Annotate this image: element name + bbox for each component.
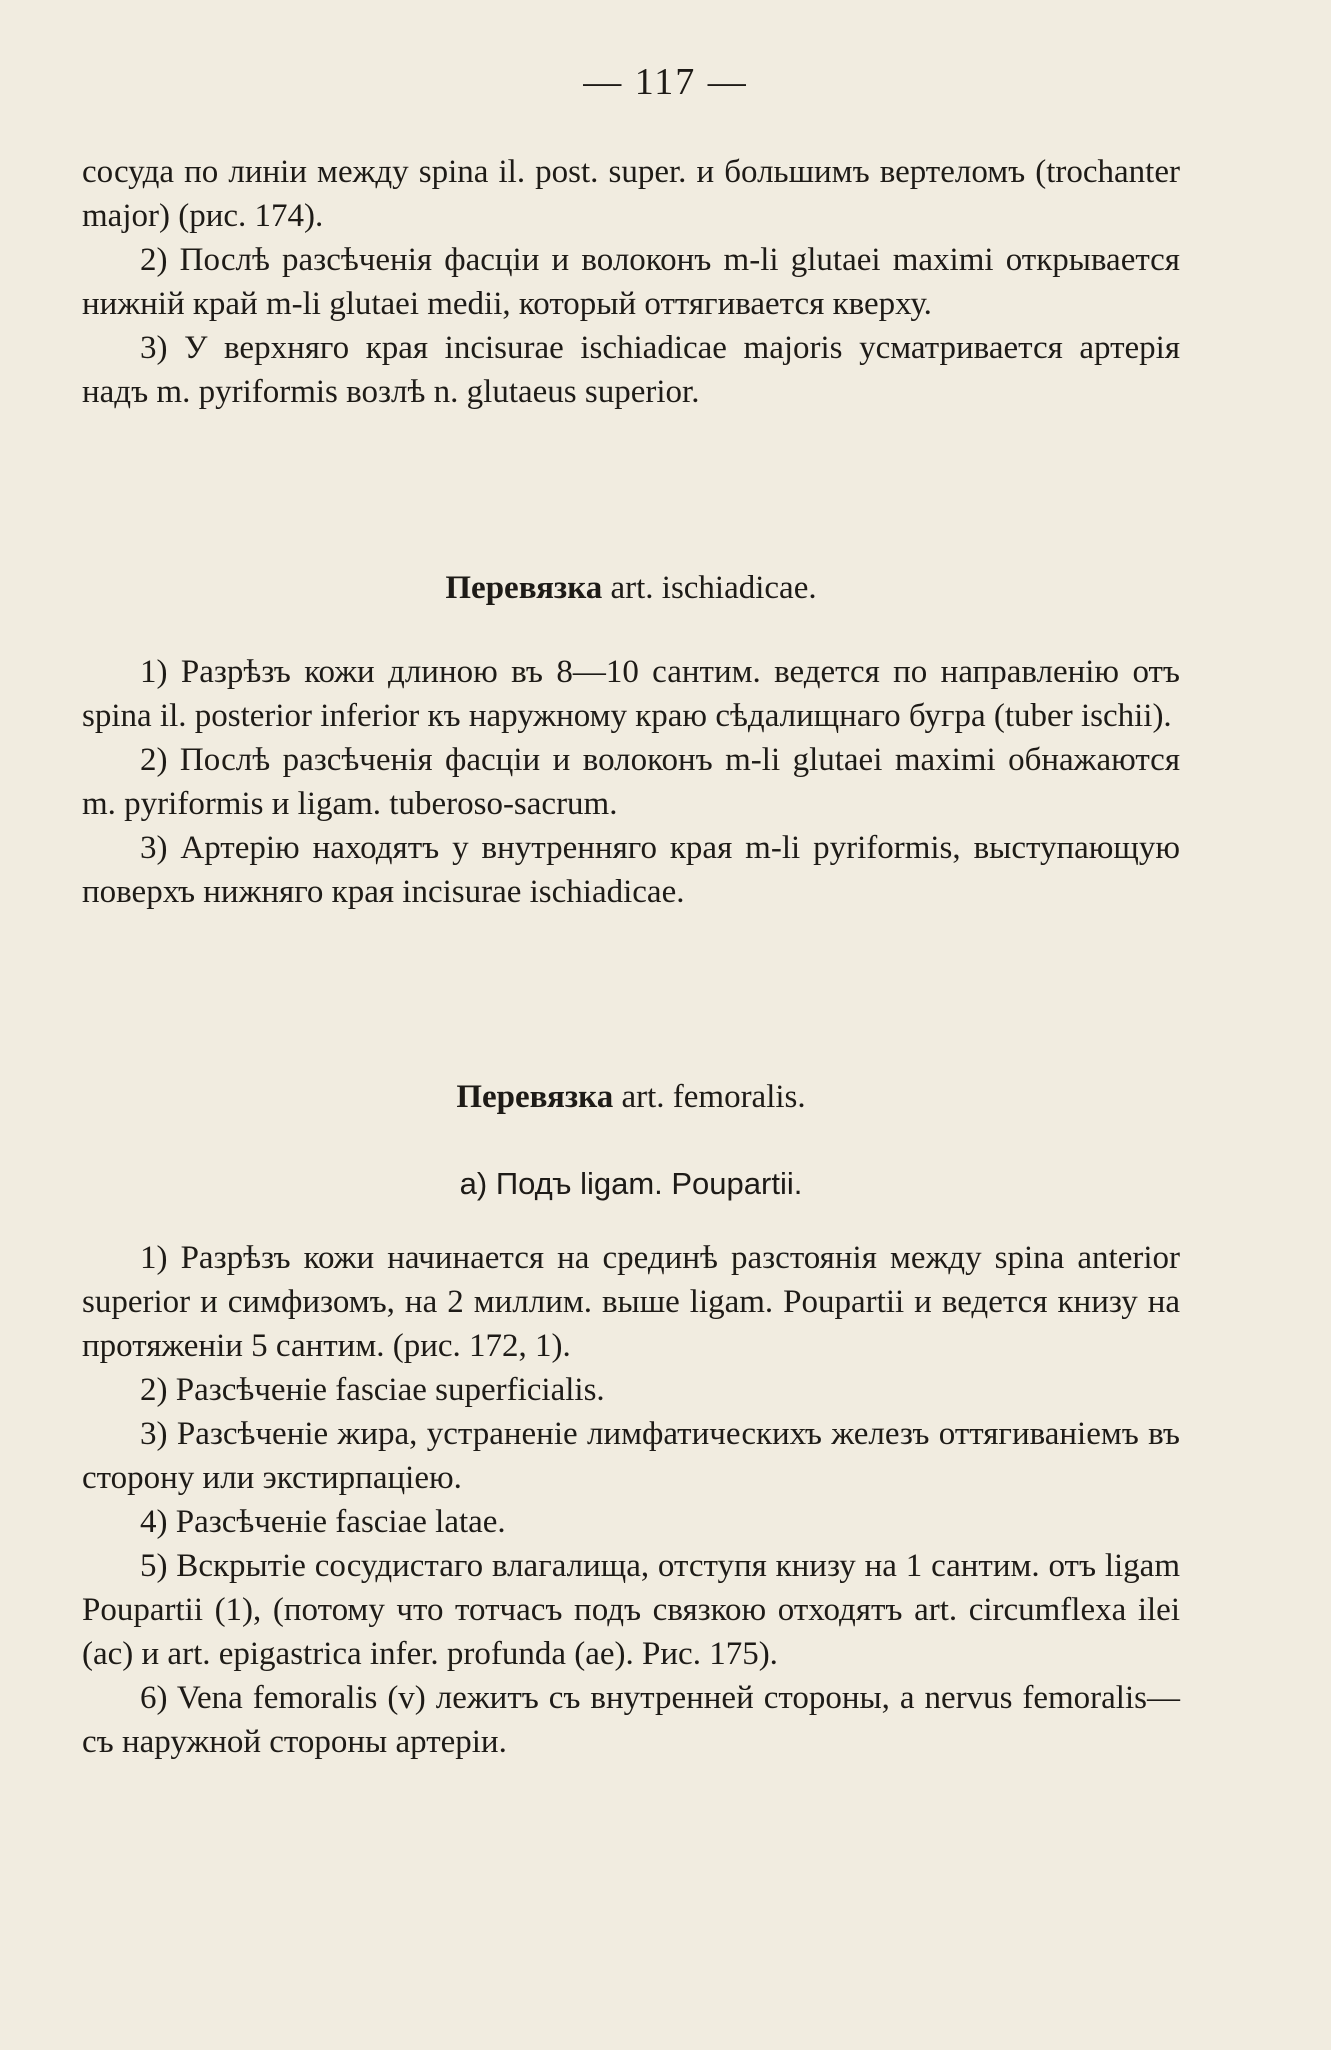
paragraph-1: 1) Разрѣзъ кожи начинается на срединѣ разстоянія между spina anterior superior и симфизомъ, на 2 миллим. выше ligam. Poupartii и ведется книзу на протяженіи 5 сантим. (рис. 172, 1).	[82, 1240, 1180, 1364]
paragraph-3: 3) У верхняго края incisurae ischiadicae majoris усматривается артерія надъ m. pyriformis возлѣ n. glutaeus superior.	[82, 330, 1180, 410]
heading-bold: Перевязка	[445, 570, 603, 606]
section-femoralis-body	[82, 1236, 1180, 1764]
paragraph-2: 2) Послѣ разсѣченія фасціи и волоконъ m-li glutaei maximi обнажаются m. pyriformis и ligam. tuberoso-sacrum.	[82, 742, 1180, 822]
paragraph-continuation: сосуда по линіи между spina il. post. super. и большимъ вертеломъ (trochanter major) (рис. 174).	[82, 154, 1180, 234]
section-femoralis-heading	[82, 1075, 1180, 1119]
paragraph-2: 2) Послѣ разсѣченія фасціи и волоконъ m-li glutaei maximi открывается нижній край m-li glutaei medii, который оттягивается кверху.	[82, 242, 1180, 322]
paragraph-2: 2) Разсѣченіе fasciae superficialis.	[140, 1372, 605, 1408]
intro-block	[82, 150, 1180, 414]
paragraph-1: 1) Разрѣзъ кожи длиною въ 8—10 сантим. ведется по направленію отъ spina il. posterior inferior къ наружному краю сѣдалищнаго бугра (tuber ischii).	[82, 654, 1180, 734]
section-femoralis-subheading	[82, 1162, 1180, 1206]
subheading: а) Подъ ligam. Poupartii.	[459, 1166, 803, 1201]
paragraph-4: 4) Разсѣченіе fasciae latae.	[140, 1504, 506, 1540]
paragraph-5: 5) Вскрытіе сосудистаго влагалища, отступя книзу на 1 сантим. отъ ligam Poupartii (1), (потому что тотчасъ подъ связкою отходятъ art. circumflexa ilei (ac) и art. epigastrica infer. profunda (ae). Рис. 175).	[82, 1548, 1180, 1672]
paragraph-3: 3) Разсѣченіе жира, устраненіе лимфатическихъ железъ оттягиваніемъ въ сторону или экстирпаціею.	[82, 1416, 1180, 1496]
section-heading	[82, 566, 1180, 610]
section-heading	[82, 1075, 1180, 1119]
heading-bold: Перевязка	[456, 1079, 614, 1115]
heading-rest: art. ischiadicae.	[602, 570, 817, 606]
paragraph-3: 3) Артерію находятъ у внутренняго края m-li pyriformis, выступающую поверхъ нижняго края incisurae ischiadicae.	[82, 830, 1180, 910]
page-number: — 117 —	[583, 61, 748, 103]
paragraph-6: 6) Vena femoralis (v) лежитъ съ внутренней стороны, а nervus femoralis—съ наружной стороны артеріи.	[82, 1680, 1180, 1760]
section-ischiadicae-heading	[82, 566, 1180, 610]
section-ischiadicae-body	[82, 650, 1180, 914]
heading-rest: art. femoralis.	[613, 1079, 806, 1115]
